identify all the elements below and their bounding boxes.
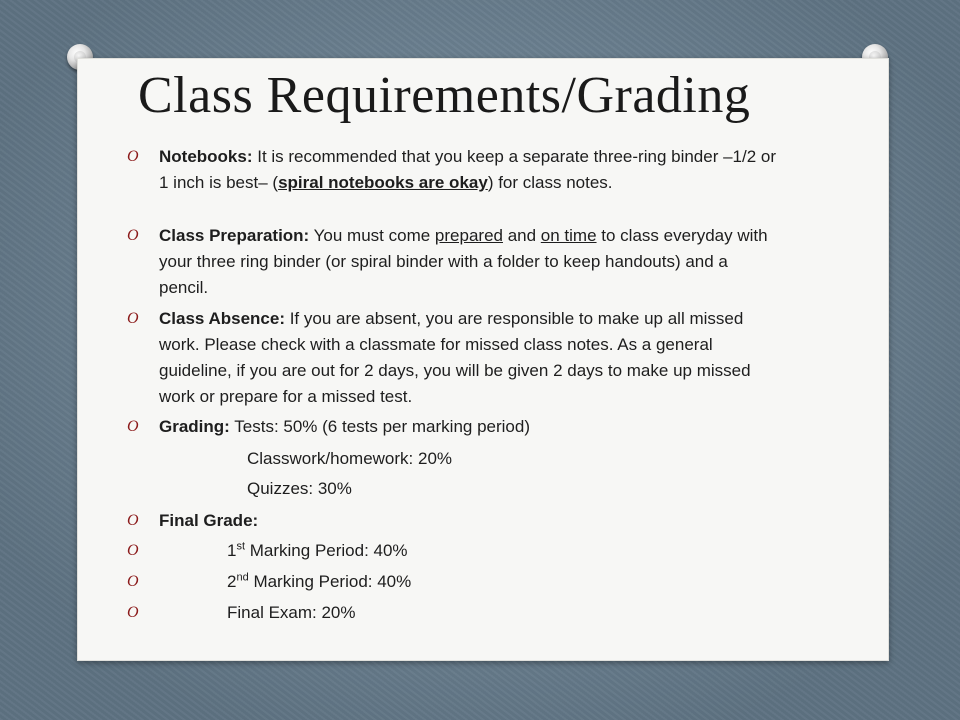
notebooks-body-end: ) for class notes.: [487, 173, 613, 192]
notebooks-text: [159, 144, 779, 196]
bullet-icon: O: [127, 542, 139, 559]
final-exam-text: [159, 600, 779, 626]
preparation-text: [159, 223, 779, 301]
final-exam-label: Final Exam: 20%: [227, 603, 356, 622]
preparation-prepared: prepared: [434, 226, 503, 245]
grading-quizzes: Quizzes: 30%: [247, 479, 352, 498]
absence-term: Class Absence:: [159, 309, 285, 328]
mp2-label: Marking Period: 40%: [248, 572, 412, 591]
mp2-sup: nd: [236, 571, 249, 584]
preparation-body-end: to class everyday with your three ring binder (or spiral binder with a folder to keep handouts) and a pencil.: [159, 226, 768, 297]
mp1-label: Marking Period: 40%: [245, 541, 408, 560]
bullet-icon: O: [127, 148, 139, 165]
mp2-text: [159, 569, 779, 595]
mp1-num: 1: [227, 541, 237, 560]
grading-term: Grading:: [159, 417, 230, 436]
grading-classwork: Classwork/homework: 20%: [247, 449, 453, 468]
final-grade-text: [159, 508, 779, 534]
notebooks-term: Notebooks:: [159, 147, 253, 166]
final-grade-term: Final Grade:: [159, 511, 259, 530]
bullet-icon: O: [127, 512, 139, 529]
preparation-term: Class Preparation:: [159, 226, 310, 245]
preparation-and: and: [502, 226, 541, 245]
mp1-sup: st: [236, 540, 246, 553]
notebooks-body: It is recommended that you keep a separate three-ring binder –1/2 or 1 inch is best– (: [159, 147, 777, 192]
preparation-body: You must come: [309, 226, 435, 245]
bullet-icon: O: [127, 604, 139, 621]
notebooks-underlined: spiral notebooks are okay: [278, 173, 488, 192]
absence-text: [159, 306, 779, 410]
bullet-icon: O: [127, 227, 139, 244]
grading-text: [159, 414, 779, 440]
mp2-num: 2: [227, 572, 237, 591]
preparation-on-time: on time: [540, 226, 597, 245]
bullet-icon: O: [127, 418, 139, 435]
slide-title: Class Requirements/Grading: [138, 67, 751, 124]
grading-tests: Tests: 50% (6 tests per marking period): [229, 417, 530, 436]
absence-body: If you are absent, you are responsible to make up all missed work. Please check with a classmate for missed class notes. As a general guideline, if you are out for 2 days, you will be given 2 days to make up missed work or prepare for a missed test.: [159, 309, 751, 406]
bullet-icon: O: [127, 573, 139, 590]
mp1-text: [159, 538, 779, 564]
bullet-icon: O: [127, 310, 139, 327]
